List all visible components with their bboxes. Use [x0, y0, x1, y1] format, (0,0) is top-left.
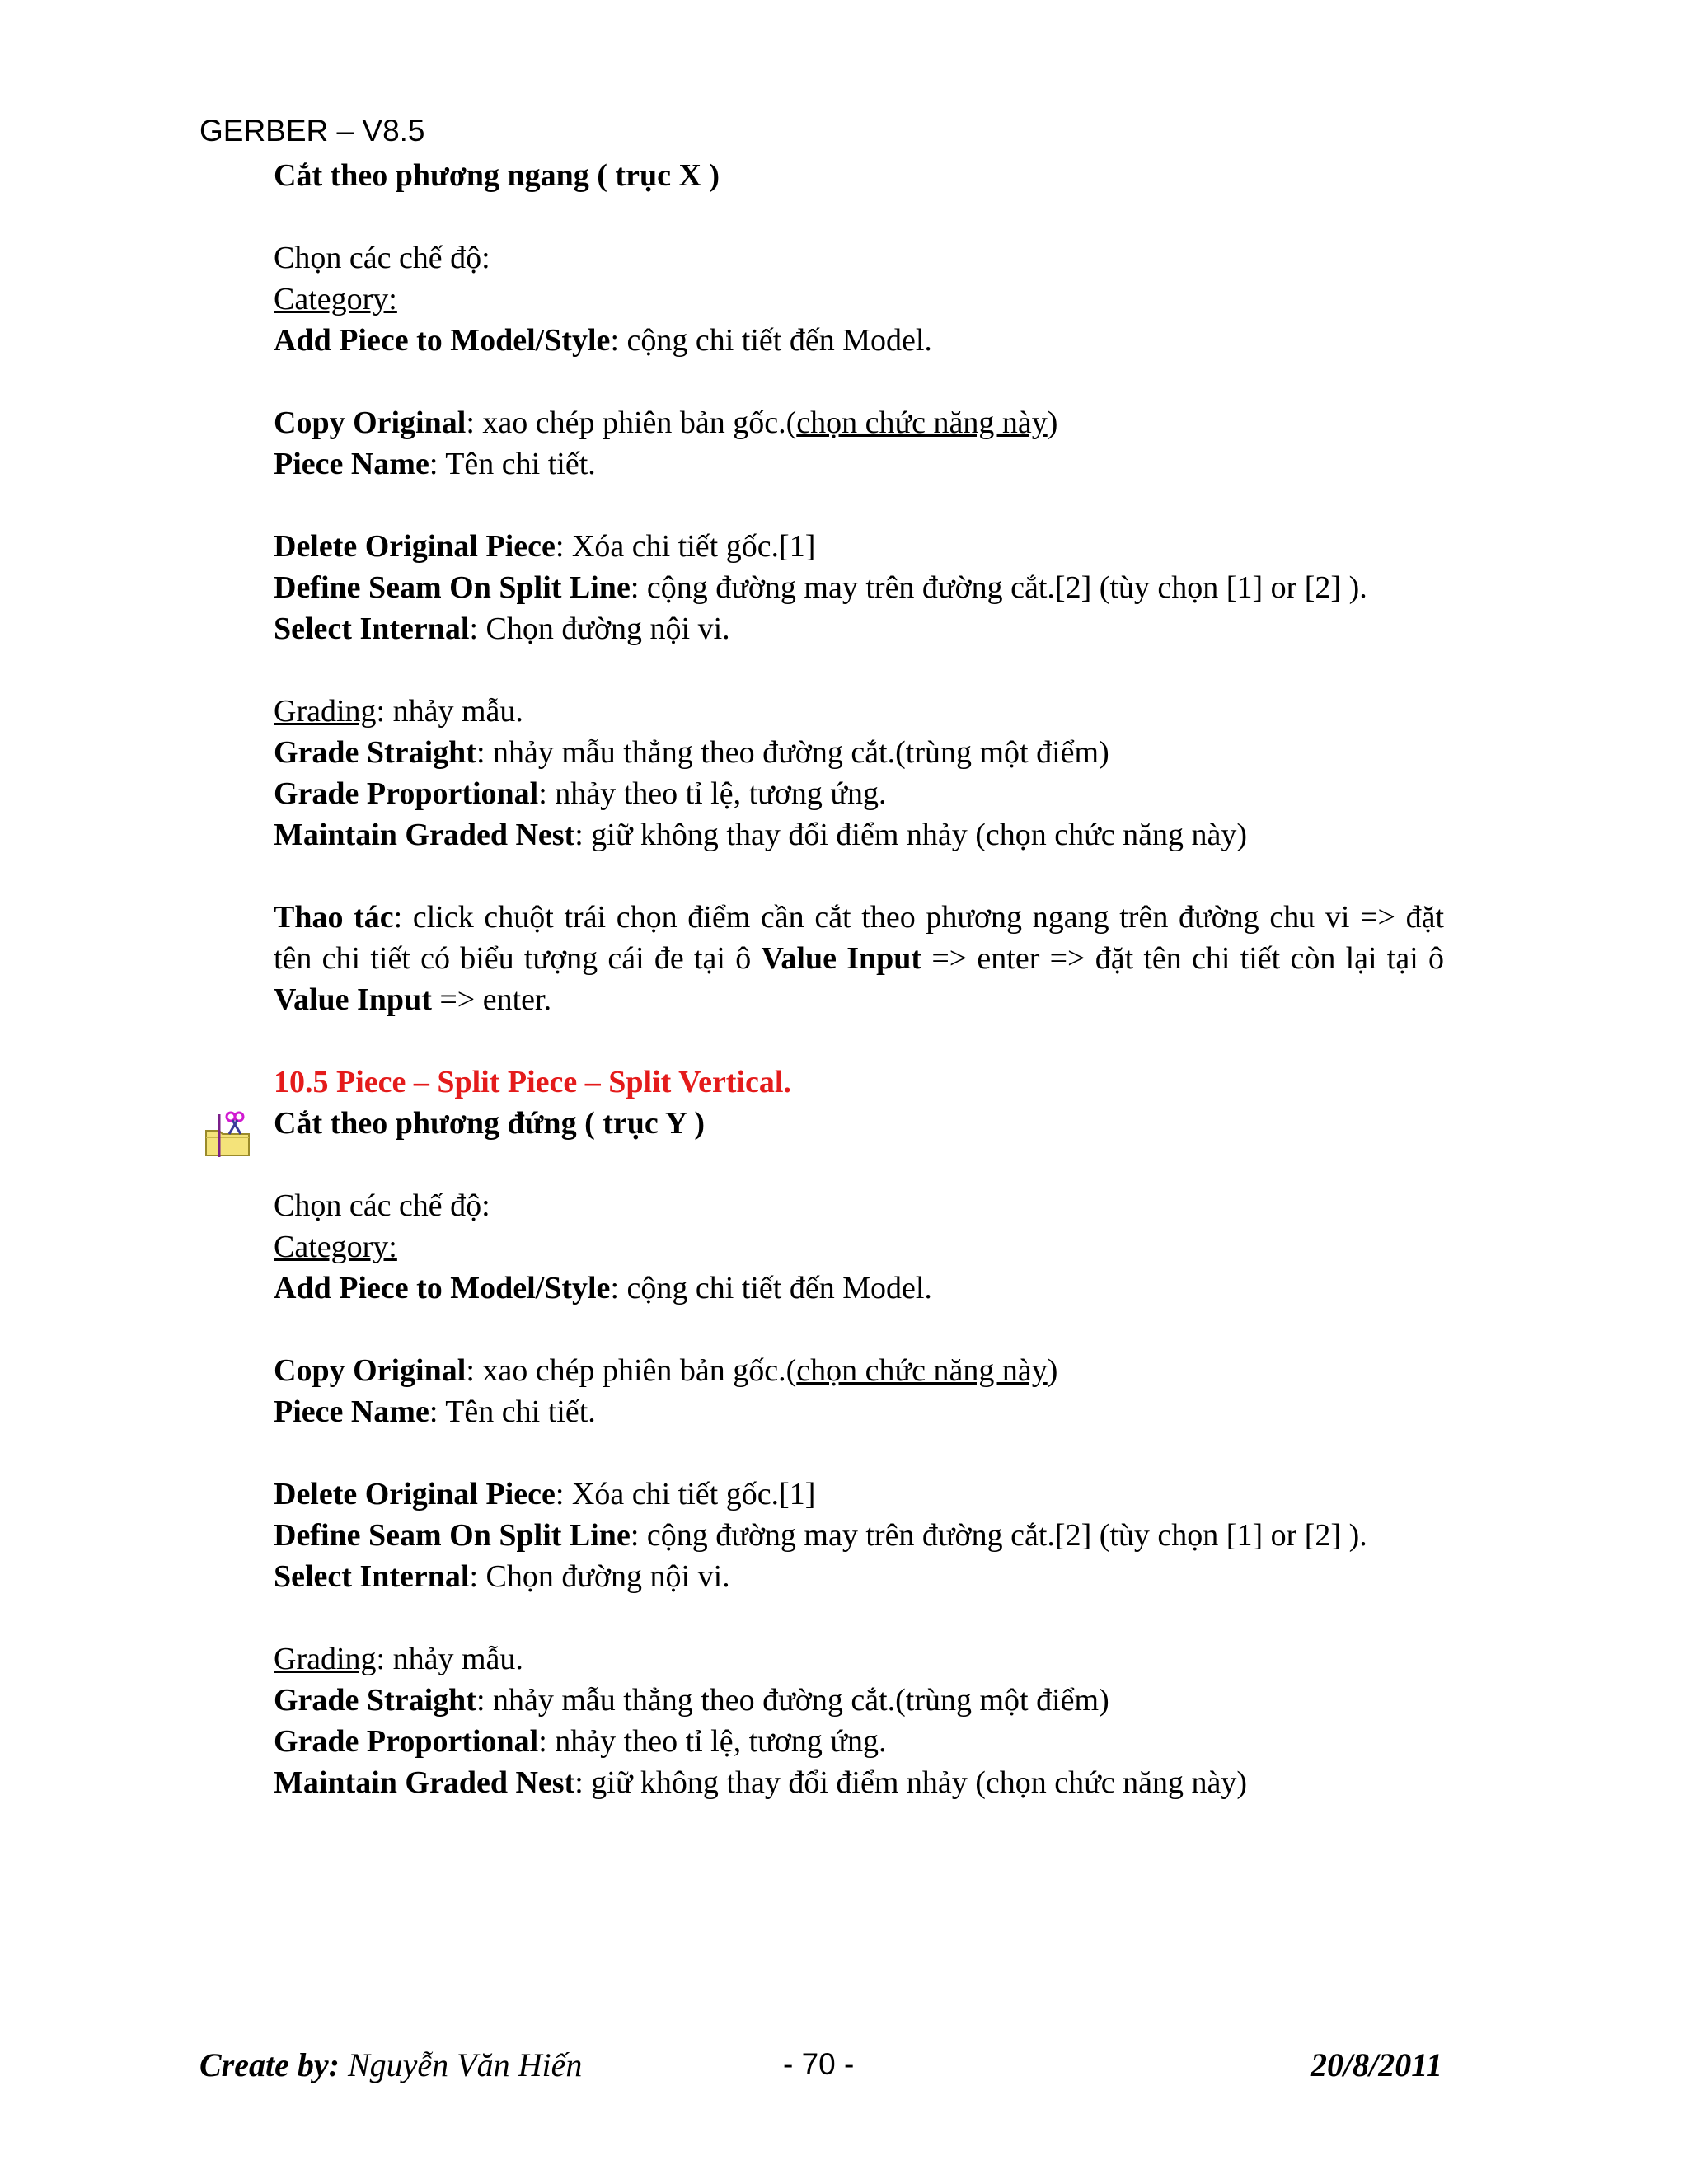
section2-grading-label: Grading — [274, 1642, 377, 1676]
section1-add-piece-term: Add Piece to Model/Style — [274, 323, 611, 358]
section1-copy-original-term: Copy Original — [274, 405, 467, 440]
section1-select-internal-term: Select Internal — [274, 612, 470, 646]
section1-grading-label: Grading — [274, 694, 377, 729]
page-header: GERBER – V8.5 — [199, 114, 425, 148]
footer-author-name: Nguyễn Văn Hiến — [347, 2046, 583, 2083]
section1-delete-original-desc: : Xóa chi tiết gốc.[1] — [555, 529, 816, 564]
section2-select-internal-term: Select Internal — [274, 1559, 470, 1594]
section1-define-seam-desc: : cộng đường may trên đường cắt.[2] (tùy chọn [1] or [2] ). — [630, 570, 1367, 605]
section1-grade-proportional-desc: : nhảy theo tỉ lệ, tương ứng. — [538, 776, 887, 811]
section1-subtitle: Cắt theo phương ngang ( trục X ) — [274, 158, 720, 193]
section2-category-label: Category: — [274, 1230, 397, 1264]
section2-title: 10.5 Piece – Split Piece – Split Vertical. — [274, 1065, 791, 1099]
section2-define-seam-desc: : cộng đường may trên đường cắt.[2] (tùy chọn [1] or [2] ). — [630, 1518, 1367, 1553]
document-body — [274, 155, 1444, 1803]
section2-add-piece-term: Add Piece to Model/Style — [274, 1271, 611, 1305]
section1-delete-original-term: Delete Original Piece — [274, 529, 556, 564]
section2-define-seam-term: Define Seam On Split Line — [274, 1518, 631, 1553]
section2-grading-desc: : nhảy mẫu. — [376, 1642, 523, 1676]
section2-grade-straight-term: Grade Straight — [274, 1683, 476, 1718]
section1-select-internal-desc: : Chọn đường nội vi. — [469, 612, 730, 646]
section1-grade-proportional-term: Grade Proportional — [274, 776, 539, 811]
section1-value-input-1: Value Input — [761, 941, 922, 976]
section1-operation-desc-2: => enter => đặt tên chi tiết còn lại tại ô — [921, 941, 1445, 976]
section1-maintain-term: Maintain Graded Nest — [274, 818, 575, 852]
footer-page-number: - 70 - — [783, 2047, 855, 2081]
section1-value-input-2: Value Input — [274, 982, 432, 1017]
section1-piece-name-desc: : Tên chi tiết. — [429, 447, 596, 481]
section1-operation-term: Thao tác — [274, 900, 394, 935]
section2-grade-proportional-desc: : nhảy theo tỉ lệ, tương ứng. — [538, 1724, 887, 1759]
footer-author-label: Create by: — [199, 2046, 348, 2083]
section2-copy-original-term: Copy Original — [274, 1353, 467, 1388]
section1-add-piece-desc: : cộng chi tiết đến Model. — [610, 323, 932, 358]
section2-maintain-term: Maintain Graded Nest — [274, 1765, 575, 1800]
section1-grade-straight-desc: : nhảy mẫu thẳng theo đường cắt.(trùng một điểm) — [476, 735, 1109, 770]
section1-modes-intro: Chọn các chế độ: — [274, 241, 490, 275]
section1-copy-original-close: ) — [1047, 405, 1058, 440]
footer-author — [199, 2046, 582, 2084]
section2-piece-name-desc: : Tên chi tiết. — [429, 1394, 596, 1429]
section2-delete-original-desc: : Xóa chi tiết gốc.[1] — [555, 1477, 816, 1511]
section1-piece-name-term: Piece Name — [274, 447, 429, 481]
section2-delete-original-term: Delete Original Piece — [274, 1477, 556, 1511]
section2-piece-name-term: Piece Name — [274, 1394, 429, 1429]
section2-copy-original-note: chọn chức năng này — [796, 1353, 1048, 1388]
section1-copy-original-desc: : xao chép phiên bản gốc.( — [466, 405, 797, 440]
section1-category-label: Category: — [274, 282, 397, 316]
section1-maintain-desc: : giữ không thay đổi điểm nhảy (chọn chức năng này) — [574, 818, 1247, 852]
section1-grade-straight-term: Grade Straight — [274, 735, 476, 770]
section2-copy-original-close: ) — [1047, 1353, 1058, 1388]
section1-operation-desc-1: : click chuột trái chọn điểm cần cắt theo phương ngang trên đường chu vi => đặt tên chi tiết có biểu tượng cái đe tại ô — [274, 900, 1445, 976]
section1-copy-original-note: chọn chức năng này — [796, 405, 1048, 440]
split-piece-icon — [201, 1109, 256, 1160]
section1-define-seam-term: Define Seam On Split Line — [274, 570, 631, 605]
section1-operation-desc-3: => enter. — [431, 982, 552, 1017]
section2-add-piece-desc: : cộng chi tiết đến Model. — [610, 1271, 932, 1305]
section2-modes-intro: Chọn các chế độ: — [274, 1188, 490, 1223]
section2-grade-straight-desc: : nhảy mẫu thẳng theo đường cắt.(trùng một điểm) — [476, 1683, 1109, 1718]
footer-date: 20/8/2011 — [1310, 2046, 1442, 2083]
section2-select-internal-desc: : Chọn đường nội vi. — [469, 1559, 730, 1594]
section2-maintain-desc: : giữ không thay đổi điểm nhảy (chọn chức năng này) — [574, 1765, 1247, 1800]
section2-copy-original-desc: : xao chép phiên bản gốc.( — [466, 1353, 797, 1388]
section2-subtitle: Cắt theo phương đứng ( trục Y ) — [274, 1106, 706, 1141]
page-footer — [199, 2046, 1442, 2087]
section2-grade-proportional-term: Grade Proportional — [274, 1724, 539, 1759]
section1-grading-desc: : nhảy mẫu. — [376, 694, 523, 729]
